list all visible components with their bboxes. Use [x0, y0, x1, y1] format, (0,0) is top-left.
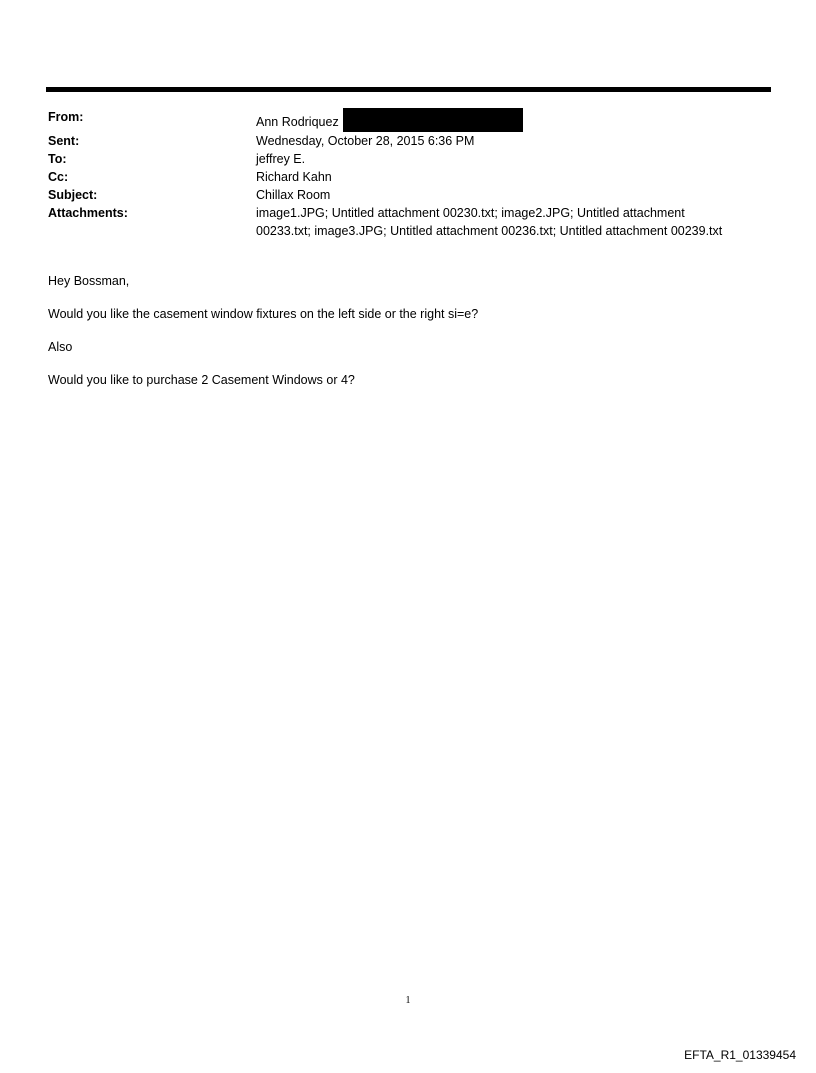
cc-label: Cc:: [48, 170, 69, 184]
attachments-label: Attachments:: [48, 206, 128, 220]
email-body: [48, 272, 768, 404]
from-row: [48, 108, 770, 132]
to-label: To:: [48, 152, 67, 166]
body-paragraph-greeting: Hey Bossman,: [48, 274, 130, 288]
to-value: jeffrey E.: [256, 152, 306, 166]
sent-label: Sent:: [48, 134, 80, 148]
page-number: 1: [405, 995, 411, 1006]
from-label: From:: [48, 110, 84, 124]
cc-row: [48, 168, 770, 186]
body-paragraph-question-1: Would you like the casement window fixtures on the left side or the right si=e?: [48, 307, 479, 321]
document-id: EFTA_R1_01339454: [684, 1048, 796, 1062]
redaction-block: [343, 108, 523, 132]
cc-value: Richard Kahn: [256, 170, 332, 184]
header-divider: [46, 87, 771, 92]
body-paragraph-also: Also: [48, 340, 73, 354]
sent-value: Wednesday, October 28, 2015 6:36 PM: [256, 134, 475, 148]
subject-value: Chillax Room: [256, 188, 331, 202]
from-value: Ann Rodriquez: [256, 115, 339, 129]
body-paragraph-question-2: Would you like to purchase 2 Casement Windows or 4?: [48, 373, 355, 387]
from-value-container: [256, 108, 770, 132]
attachments-line-1[interactable]: image1.JPG; Untitled attachment 00230.txt; image2.JPG; Untitled attachment: [256, 206, 685, 220]
attachments-value: [256, 204, 770, 240]
email-header: [48, 108, 770, 240]
sent-row: [48, 132, 770, 150]
attachments-row: [48, 204, 770, 240]
attachments-line-2[interactable]: 00233.txt; image3.JPG; Untitled attachment 00236.txt; Untitled attachment 00239.txt: [256, 224, 723, 238]
subject-row: [48, 186, 770, 204]
to-row: [48, 150, 770, 168]
subject-label: Subject:: [48, 188, 98, 202]
